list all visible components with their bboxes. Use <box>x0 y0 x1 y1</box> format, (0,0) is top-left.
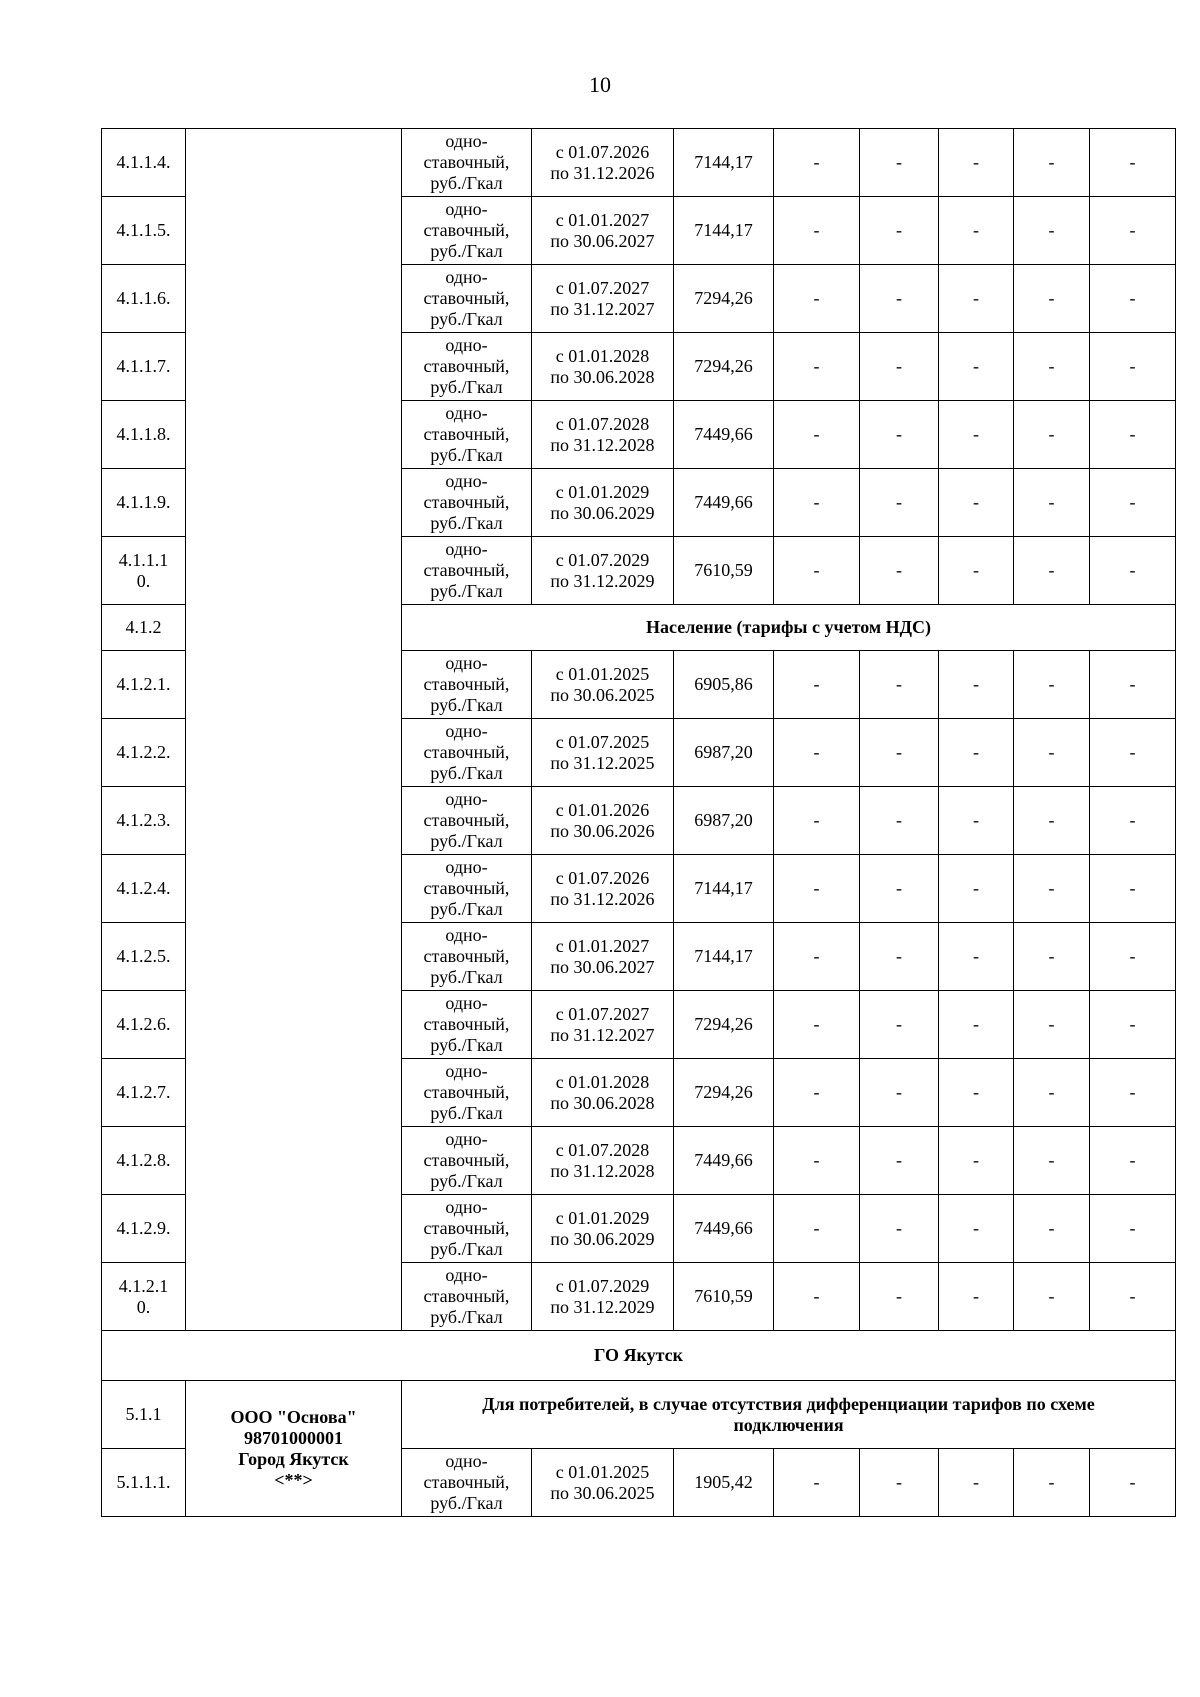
tariff-type-cell <box>402 197 532 265</box>
period-line: с 01.01.2029 <box>555 481 650 502</box>
tariff-type-line: ставочный, <box>423 810 510 830</box>
period-line: с 01.01.2025 <box>555 663 650 684</box>
tariff-type-line: ставочный, <box>423 560 510 580</box>
tariff-type-line: ставочный, <box>423 878 510 898</box>
tariff-value-cell: 7610,59 <box>674 537 774 605</box>
period-line: с 01.07.2029 <box>555 1275 650 1296</box>
tariff-type-line: руб./Гкал <box>430 763 503 783</box>
empty-value-cell: - <box>1090 923 1176 991</box>
empty-value-cell: - <box>939 401 1014 469</box>
tariff-type-cell <box>402 1195 532 1263</box>
empty-value-cell: - <box>774 265 860 333</box>
subgroup-title-cell: Население (тарифы с учетом НДС) <box>402 605 1176 651</box>
empty-value-cell: - <box>1014 719 1090 787</box>
tariff-type-line: одно- <box>445 539 488 559</box>
tariff-value-cell: 7449,66 <box>674 401 774 469</box>
empty-value-cell: - <box>939 537 1014 605</box>
empty-value-cell: - <box>860 469 939 537</box>
empty-value-cell: - <box>860 1263 939 1331</box>
subgroup-heading-row <box>102 1381 1176 1449</box>
tariff-type-line: одно- <box>445 993 488 1013</box>
tariff-type-line: ставочный, <box>423 288 510 308</box>
empty-value-cell: - <box>860 537 939 605</box>
tariff-value-cell: 7449,66 <box>674 1195 774 1263</box>
empty-value-cell: - <box>1014 1127 1090 1195</box>
period-line: с 01.07.2025 <box>555 731 650 752</box>
period-cell <box>532 855 674 923</box>
period-cell <box>532 1059 674 1127</box>
empty-value-cell: - <box>939 1195 1014 1263</box>
empty-value-cell: - <box>774 1263 860 1331</box>
row-number-cell: 4.1.2.1. <box>102 651 186 719</box>
tariff-value-cell: 7449,66 <box>674 1127 774 1195</box>
row-number-cell: 5.1.1 <box>102 1381 186 1449</box>
section-title-cell: ГО Якутск <box>102 1331 1176 1381</box>
empty-value-cell: - <box>939 855 1014 923</box>
empty-value-cell: - <box>1014 1195 1090 1263</box>
empty-value-cell: - <box>1090 991 1176 1059</box>
tariff-type-line: ставочный, <box>423 424 510 444</box>
empty-value-cell: - <box>1090 719 1176 787</box>
tariff-type-cell <box>402 1127 532 1195</box>
empty-value-cell: - <box>939 129 1014 197</box>
period-cell <box>532 537 674 605</box>
row-number-cell: 4.1.2.7. <box>102 1059 186 1127</box>
period-line: по 31.12.2027 <box>550 298 655 319</box>
empty-value-cell: - <box>939 469 1014 537</box>
empty-value-cell: - <box>774 1449 860 1517</box>
empty-value-cell: - <box>1014 333 1090 401</box>
empty-value-cell: - <box>860 1449 939 1517</box>
period-line: по 31.12.2026 <box>550 162 655 183</box>
empty-value-cell: - <box>1090 129 1176 197</box>
tariff-type-line: руб./Гкал <box>430 1239 503 1259</box>
empty-value-cell: - <box>774 651 860 719</box>
subgroup-title-cell <box>402 1381 1176 1449</box>
tariff-value-cell: 7449,66 <box>674 469 774 537</box>
tariff-type-line: ставочный, <box>423 356 510 376</box>
row-number-cell: 4.1.2.2. <box>102 719 186 787</box>
tariff-type-cell <box>402 923 532 991</box>
tariff-type-line: руб./Гкал <box>430 377 503 397</box>
empty-value-cell: - <box>860 129 939 197</box>
period-line: с 01.07.2028 <box>555 1139 650 1160</box>
empty-value-cell: - <box>774 129 860 197</box>
period-line: по 31.12.2029 <box>550 1296 655 1317</box>
row-number-cell: 4.1.2.9. <box>102 1195 186 1263</box>
empty-value-cell: - <box>939 1059 1014 1127</box>
period-line: с 01.01.2027 <box>555 935 650 956</box>
row-number-line: 0. <box>136 1296 151 1317</box>
period-line: с 01.07.2029 <box>555 549 650 570</box>
empty-value-cell: - <box>1090 855 1176 923</box>
period-line: по 31.12.2029 <box>550 570 655 591</box>
row-number-cell: 4.1.1.6. <box>102 265 186 333</box>
period-line: с 01.01.2029 <box>555 1207 650 1228</box>
empty-value-cell: - <box>1014 855 1090 923</box>
tariff-type-cell <box>402 855 532 923</box>
tariff-value-cell: 6987,20 <box>674 719 774 787</box>
tariff-value-cell: 7294,26 <box>674 991 774 1059</box>
period-line: с 01.07.2027 <box>555 277 650 298</box>
tariff-type-line: ставочный, <box>423 946 510 966</box>
row-number-line: 0. <box>136 570 151 591</box>
tariff-type-line: ставочный, <box>423 674 510 694</box>
period-cell <box>532 651 674 719</box>
tariff-type-line: одно- <box>445 721 488 741</box>
empty-value-cell: - <box>860 787 939 855</box>
period-line: с 01.01.2027 <box>555 209 650 230</box>
empty-value-cell: - <box>860 1059 939 1127</box>
tariff-type-cell <box>402 333 532 401</box>
empty-value-cell: - <box>939 651 1014 719</box>
period-line: по 30.06.2027 <box>550 956 655 977</box>
period-line: по 31.12.2028 <box>550 1160 655 1181</box>
empty-value-cell: - <box>774 1059 860 1127</box>
tariff-value-cell: 6905,86 <box>674 651 774 719</box>
row-number-cell <box>102 1263 186 1331</box>
tariff-type-cell <box>402 1059 532 1127</box>
empty-value-cell: - <box>860 401 939 469</box>
organization-cell-empty <box>186 129 402 1331</box>
tariff-type-cell <box>402 787 532 855</box>
period-line: по 31.12.2028 <box>550 434 655 455</box>
period-line: по 31.12.2025 <box>550 752 655 773</box>
tariff-value-cell: 7144,17 <box>674 197 774 265</box>
period-line: по 30.06.2029 <box>550 1228 655 1249</box>
tariff-type-line: одно- <box>445 789 488 809</box>
tariff-type-line: руб./Гкал <box>430 695 503 715</box>
empty-value-cell: - <box>774 537 860 605</box>
empty-value-cell: - <box>774 197 860 265</box>
period-cell <box>532 923 674 991</box>
period-line: с 01.07.2026 <box>555 141 650 162</box>
empty-value-cell: - <box>1090 1449 1176 1517</box>
empty-value-cell: - <box>860 855 939 923</box>
period-line: по 30.06.2029 <box>550 502 655 523</box>
empty-value-cell: - <box>939 1127 1014 1195</box>
tariff-type-line: одно- <box>445 925 488 945</box>
tariff-type-cell <box>402 537 532 605</box>
tariff-table <box>101 128 1176 1517</box>
tariff-type-line: руб./Гкал <box>430 581 503 601</box>
empty-value-cell: - <box>860 1195 939 1263</box>
empty-value-cell: - <box>774 333 860 401</box>
empty-value-cell: - <box>774 1195 860 1263</box>
empty-value-cell: - <box>774 401 860 469</box>
organization-cell <box>186 1381 402 1517</box>
tariff-type-line: одно- <box>445 1129 488 1149</box>
empty-value-cell: - <box>860 265 939 333</box>
tariff-type-line: руб./Гкал <box>430 173 503 193</box>
row-number-cell: 4.1.2.5. <box>102 923 186 991</box>
period-line: по 31.12.2027 <box>550 1024 655 1045</box>
organization-line: <**> <box>274 1469 313 1490</box>
tariff-type-line: ставочный, <box>423 220 510 240</box>
empty-value-cell: - <box>939 197 1014 265</box>
empty-value-cell: - <box>774 787 860 855</box>
empty-value-cell: - <box>1014 991 1090 1059</box>
empty-value-cell: - <box>1090 401 1176 469</box>
empty-value-cell: - <box>774 719 860 787</box>
empty-value-cell: - <box>1014 923 1090 991</box>
period-line: с 01.07.2027 <box>555 1003 650 1024</box>
empty-value-cell: - <box>939 1449 1014 1517</box>
tariff-type-line: одно- <box>445 199 488 219</box>
empty-value-cell: - <box>1090 265 1176 333</box>
row-number-cell: 4.1.2.3. <box>102 787 186 855</box>
period-line: по 31.12.2026 <box>550 888 655 909</box>
tariff-type-cell <box>402 991 532 1059</box>
row-number-cell: 4.1.2.6. <box>102 991 186 1059</box>
row-number-cell: 4.1.1.5. <box>102 197 186 265</box>
period-cell <box>532 333 674 401</box>
period-line: с 01.07.2026 <box>555 867 650 888</box>
empty-value-cell: - <box>1014 469 1090 537</box>
row-number-cell <box>102 537 186 605</box>
section-heading-row <box>102 1331 1176 1381</box>
empty-value-cell: - <box>1014 401 1090 469</box>
tariff-type-cell <box>402 265 532 333</box>
organization-line: ООО "Основа" <box>230 1406 357 1427</box>
period-line: с 01.01.2026 <box>555 799 650 820</box>
tariff-table-body <box>102 129 1176 1517</box>
empty-value-cell: - <box>1014 197 1090 265</box>
empty-value-cell: - <box>1090 469 1176 537</box>
empty-value-cell: - <box>1090 1059 1176 1127</box>
empty-value-cell: - <box>860 923 939 991</box>
period-cell <box>532 265 674 333</box>
row-number-line: 4.1.2.1 <box>118 1275 169 1296</box>
tariff-type-line: руб./Гкал <box>430 831 503 851</box>
tariff-type-cell <box>402 469 532 537</box>
tariff-type-line: одно- <box>445 1197 488 1217</box>
period-cell <box>532 197 674 265</box>
empty-value-cell: - <box>860 333 939 401</box>
empty-value-cell: - <box>774 991 860 1059</box>
empty-value-cell: - <box>1014 1449 1090 1517</box>
empty-value-cell: - <box>774 923 860 991</box>
tariff-type-line: ставочный, <box>423 1286 510 1306</box>
period-cell <box>532 1449 674 1517</box>
empty-value-cell: - <box>1090 787 1176 855</box>
empty-value-cell: - <box>1090 1127 1176 1195</box>
empty-value-cell: - <box>1014 129 1090 197</box>
empty-value-cell: - <box>774 469 860 537</box>
tariff-type-line: одно- <box>445 335 488 355</box>
empty-value-cell: - <box>939 265 1014 333</box>
table-row <box>102 129 1176 197</box>
empty-value-cell: - <box>860 991 939 1059</box>
period-cell <box>532 1127 674 1195</box>
empty-value-cell: - <box>1014 651 1090 719</box>
empty-value-cell: - <box>939 923 1014 991</box>
tariff-type-line: ставочный, <box>423 1150 510 1170</box>
empty-value-cell: - <box>1090 333 1176 401</box>
empty-value-cell: - <box>1014 537 1090 605</box>
empty-value-cell: - <box>939 787 1014 855</box>
tariff-type-line: одно- <box>445 1265 488 1285</box>
tariff-type-line: ставочный, <box>423 152 510 172</box>
tariff-type-cell <box>402 1449 532 1517</box>
tariff-type-line: одно- <box>445 403 488 423</box>
empty-value-cell: - <box>774 855 860 923</box>
row-number-cell: 4.1.2 <box>102 605 186 651</box>
empty-value-cell: - <box>860 197 939 265</box>
period-line: с 01.07.2028 <box>555 413 650 434</box>
empty-value-cell: - <box>1090 1195 1176 1263</box>
empty-value-cell: - <box>1090 1263 1176 1331</box>
tariff-type-line: руб./Гкал <box>430 241 503 261</box>
period-line: по 30.06.2028 <box>550 366 655 387</box>
tariff-type-line: ставочный, <box>423 742 510 762</box>
tariff-type-cell <box>402 401 532 469</box>
empty-value-cell: - <box>939 991 1014 1059</box>
tariff-value-cell: 6987,20 <box>674 787 774 855</box>
period-cell <box>532 1195 674 1263</box>
period-line: по 30.06.2026 <box>550 820 655 841</box>
tariff-type-line: руб./Гкал <box>430 1493 503 1513</box>
row-number-cell: 4.1.1.4. <box>102 129 186 197</box>
tariff-value-cell: 1905,42 <box>674 1449 774 1517</box>
period-line: с 01.01.2025 <box>555 1461 650 1482</box>
tariff-type-line: одно- <box>445 267 488 287</box>
period-cell <box>532 469 674 537</box>
empty-value-cell: - <box>939 719 1014 787</box>
period-cell <box>532 1263 674 1331</box>
period-line: по 30.06.2025 <box>550 684 655 705</box>
tariff-type-line: одно- <box>445 471 488 491</box>
row-number-cell: 4.1.2.8. <box>102 1127 186 1195</box>
tariff-type-cell <box>402 1263 532 1331</box>
empty-value-cell: - <box>1014 1059 1090 1127</box>
tariff-type-line: руб./Гкал <box>430 1307 503 1327</box>
period-line: по 30.06.2027 <box>550 230 655 251</box>
tariff-type-line: ставочный, <box>423 1014 510 1034</box>
tariff-type-line: ставочный, <box>423 1472 510 1492</box>
tariff-type-line: одно- <box>445 857 488 877</box>
tariff-type-cell <box>402 651 532 719</box>
tariff-value-cell: 7144,17 <box>674 923 774 991</box>
tariff-type-line: руб./Гкал <box>430 967 503 987</box>
period-cell <box>532 401 674 469</box>
tariff-type-line: руб./Гкал <box>430 1171 503 1191</box>
tariff-value-cell: 7610,59 <box>674 1263 774 1331</box>
row-number-line: 4.1.1.1 <box>118 549 169 570</box>
empty-value-cell: - <box>1014 1263 1090 1331</box>
row-number-cell: 5.1.1.1. <box>102 1449 186 1517</box>
empty-value-cell: - <box>1014 265 1090 333</box>
tariff-type-line: одно- <box>445 1061 488 1081</box>
subgroup-title-line: Для потребителей, в случае отсутствия дифференциации тарифов по схеме <box>482 1393 1095 1414</box>
empty-value-cell: - <box>1090 651 1176 719</box>
period-line: с 01.01.2028 <box>555 1071 650 1092</box>
row-number-cell: 4.1.1.7. <box>102 333 186 401</box>
period-line: по 30.06.2025 <box>550 1482 655 1503</box>
empty-value-cell: - <box>860 719 939 787</box>
tariff-type-line: руб./Гкал <box>430 513 503 533</box>
tariff-value-cell: 7144,17 <box>674 855 774 923</box>
tariff-type-line: ставочный, <box>423 492 510 512</box>
tariff-type-line: ставочный, <box>423 1218 510 1238</box>
row-number-cell: 4.1.1.8. <box>102 401 186 469</box>
tariff-type-cell <box>402 129 532 197</box>
tariff-type-line: ставочный, <box>423 1082 510 1102</box>
tariff-type-line: одно- <box>445 131 488 151</box>
tariff-value-cell: 7294,26 <box>674 333 774 401</box>
empty-value-cell: - <box>1014 787 1090 855</box>
row-number-cell: 4.1.1.9. <box>102 469 186 537</box>
tariff-type-cell <box>402 719 532 787</box>
empty-value-cell: - <box>1090 197 1176 265</box>
tariff-value-cell: 7294,26 <box>674 265 774 333</box>
tariff-type-line: одно- <box>445 1451 488 1471</box>
tariff-value-cell: 7294,26 <box>674 1059 774 1127</box>
page-number: 10 <box>589 72 611 97</box>
tariff-type-line: руб./Гкал <box>430 445 503 465</box>
organization-line: 98701000001 <box>244 1427 343 1448</box>
period-cell <box>532 129 674 197</box>
empty-value-cell: - <box>939 333 1014 401</box>
subgroup-title-line: подключения <box>733 1414 844 1435</box>
tariff-type-line: руб./Гкал <box>430 899 503 919</box>
period-line: с 01.01.2028 <box>555 345 650 366</box>
empty-value-cell: - <box>1090 537 1176 605</box>
tariff-type-line: одно- <box>445 653 488 673</box>
tariff-type-line: руб./Гкал <box>430 309 503 329</box>
tariff-value-cell: 7144,17 <box>674 129 774 197</box>
organization-line: Город Якутск <box>238 1448 349 1469</box>
empty-value-cell: - <box>860 1127 939 1195</box>
tariff-type-line: руб./Гкал <box>430 1035 503 1055</box>
period-cell <box>532 991 674 1059</box>
empty-value-cell: - <box>774 1127 860 1195</box>
tariff-type-line: руб./Гкал <box>430 1103 503 1123</box>
period-cell <box>532 719 674 787</box>
period-line: по 30.06.2028 <box>550 1092 655 1113</box>
period-cell <box>532 787 674 855</box>
empty-value-cell: - <box>860 651 939 719</box>
empty-value-cell: - <box>939 1263 1014 1331</box>
row-number-cell: 4.1.2.4. <box>102 855 186 923</box>
